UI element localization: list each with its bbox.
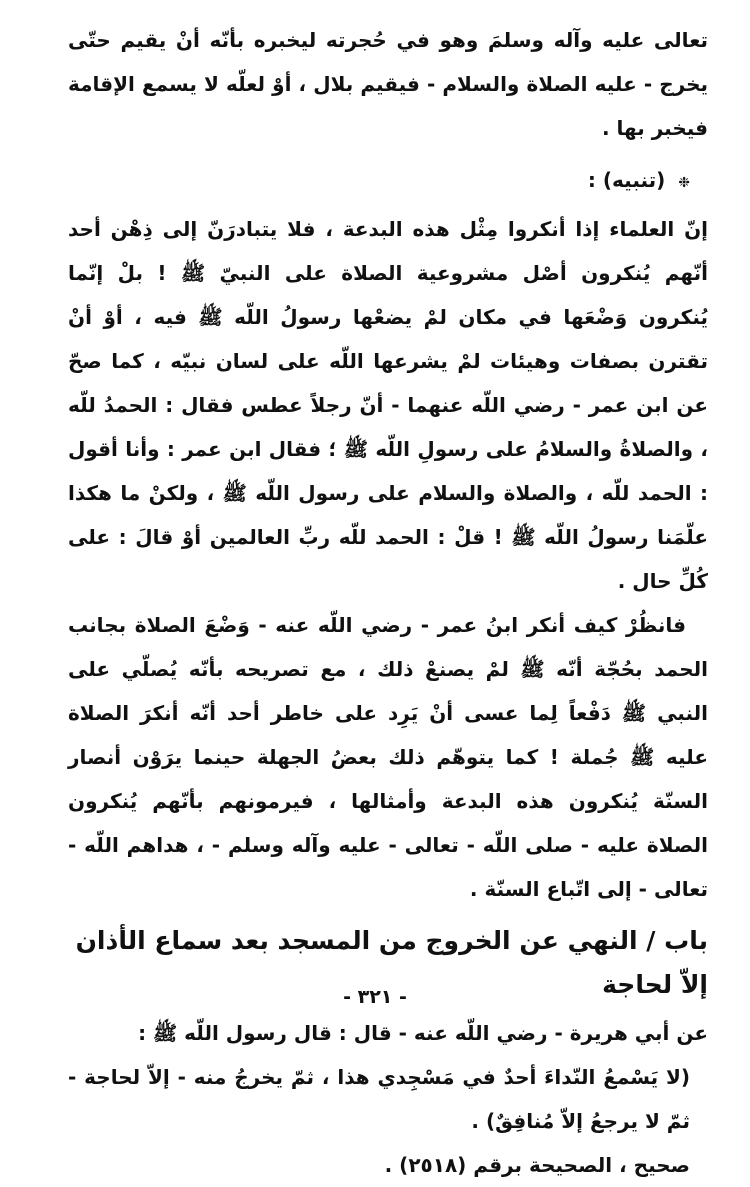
book-page xyxy=(68,18,708,1177)
asterisk-icon: ❉ xyxy=(678,175,690,191)
hadith-text: (لا يَسْمعُ النّداءَ أحدٌ في مَسْجِدي هذا ، ثمّ يخرجُ منه - إلاّ لحاجة - ثمّ لا يرجعُ إلاّ مُنافِقٌ) . xyxy=(68,1065,690,1133)
continuation-paragraph: تعالى عليه وآله وسلمَ وهو في حُجرته ليخبره بأنّه أنْ يقيم حتّى يخرج - عليه الصلاة والسلام - فيقيم بلال ، أوْ لعلّه لا يسمع الإقامة فيخبر بها . xyxy=(68,28,708,140)
note-heading xyxy=(68,158,690,205)
explanation-paragraph: فانظُرْ كيف أنكر ابنُ عمر - رضي اللّه عنه - وَضْعَ الصلاة بجانب الحمد بحُجّة أنّه ﷺ لمْ يصنعْ ذلك ، مع تصريحه بأنّه يُصلّي على النبي ﷺ دَفْعاً لِما عسى أنْ يَرِد على خاطر أحد أنّه أنكرَ الصلاة عليه ﷺ جُملة ! كما يتوهّم ذلك بعضُ الجهلة حينما يرَوْن أنصار السنّة يُنكرون هذه البدعة وأمثالها ، فيرمونهم بأنّهم يُنكرون الصلاة عليه - صلى اللّه - تعالى - عليه وآله وسلم - ، هداهم اللّه - تعالى - إلى اتّباع السنّة . xyxy=(68,613,708,901)
chapter-title: باب / النهي عن الخروج من المسجد بعد سماع الأذان إلاّ لحاجة xyxy=(75,926,708,999)
note-paragraph: إنّ العلماء إذا أنكروا مِثْل هذه البدعة ، فلا يتبادرَنّ إلى ذِهْن أحد أنّهم يُنكرون أصْل مشروعية الصلاة على النبيّ ﷺ ! بلْ إنّما يُنكرون وَضْعَها في مكان لمْ يضعْها رسولُ اللّه ﷺ فيه ، أوْ أنْ تقترن بصفات وهيئات لمْ يشرعها اللّه على لسان نبيّه ، كما صحّ عن ابن عمر - رضي اللّه عنهما - أنّ رجلاً عطس فقال : الحمدُ للّه ، والصلاةُ والسلامُ على رسولِ اللّه ﷺ ؛ فقال ابن عمر : وأنا أقول : الحمد للّه ، والصلاة والسلام على رسول اللّه ﷺ ، ولكنْ ما هكذا علّمَنا رسولُ اللّه ﷺ ! قلْ : الحمد للّه ربِّ العالمين أوْ قالَ : على كُلِّ حال . xyxy=(68,217,708,593)
note-heading-label: (تنبيه) : xyxy=(587,168,666,192)
page-number: - ٣٢١ - xyxy=(343,986,407,1008)
hadith-grade: صحيح ، الصحيحة برقم (٢٥١٨) . xyxy=(384,1153,690,1177)
hadith-narrator: عن أبي هريرة - رضي اللّه عنه - قال : قال رسول اللّه ﷺ : xyxy=(138,1021,708,1045)
